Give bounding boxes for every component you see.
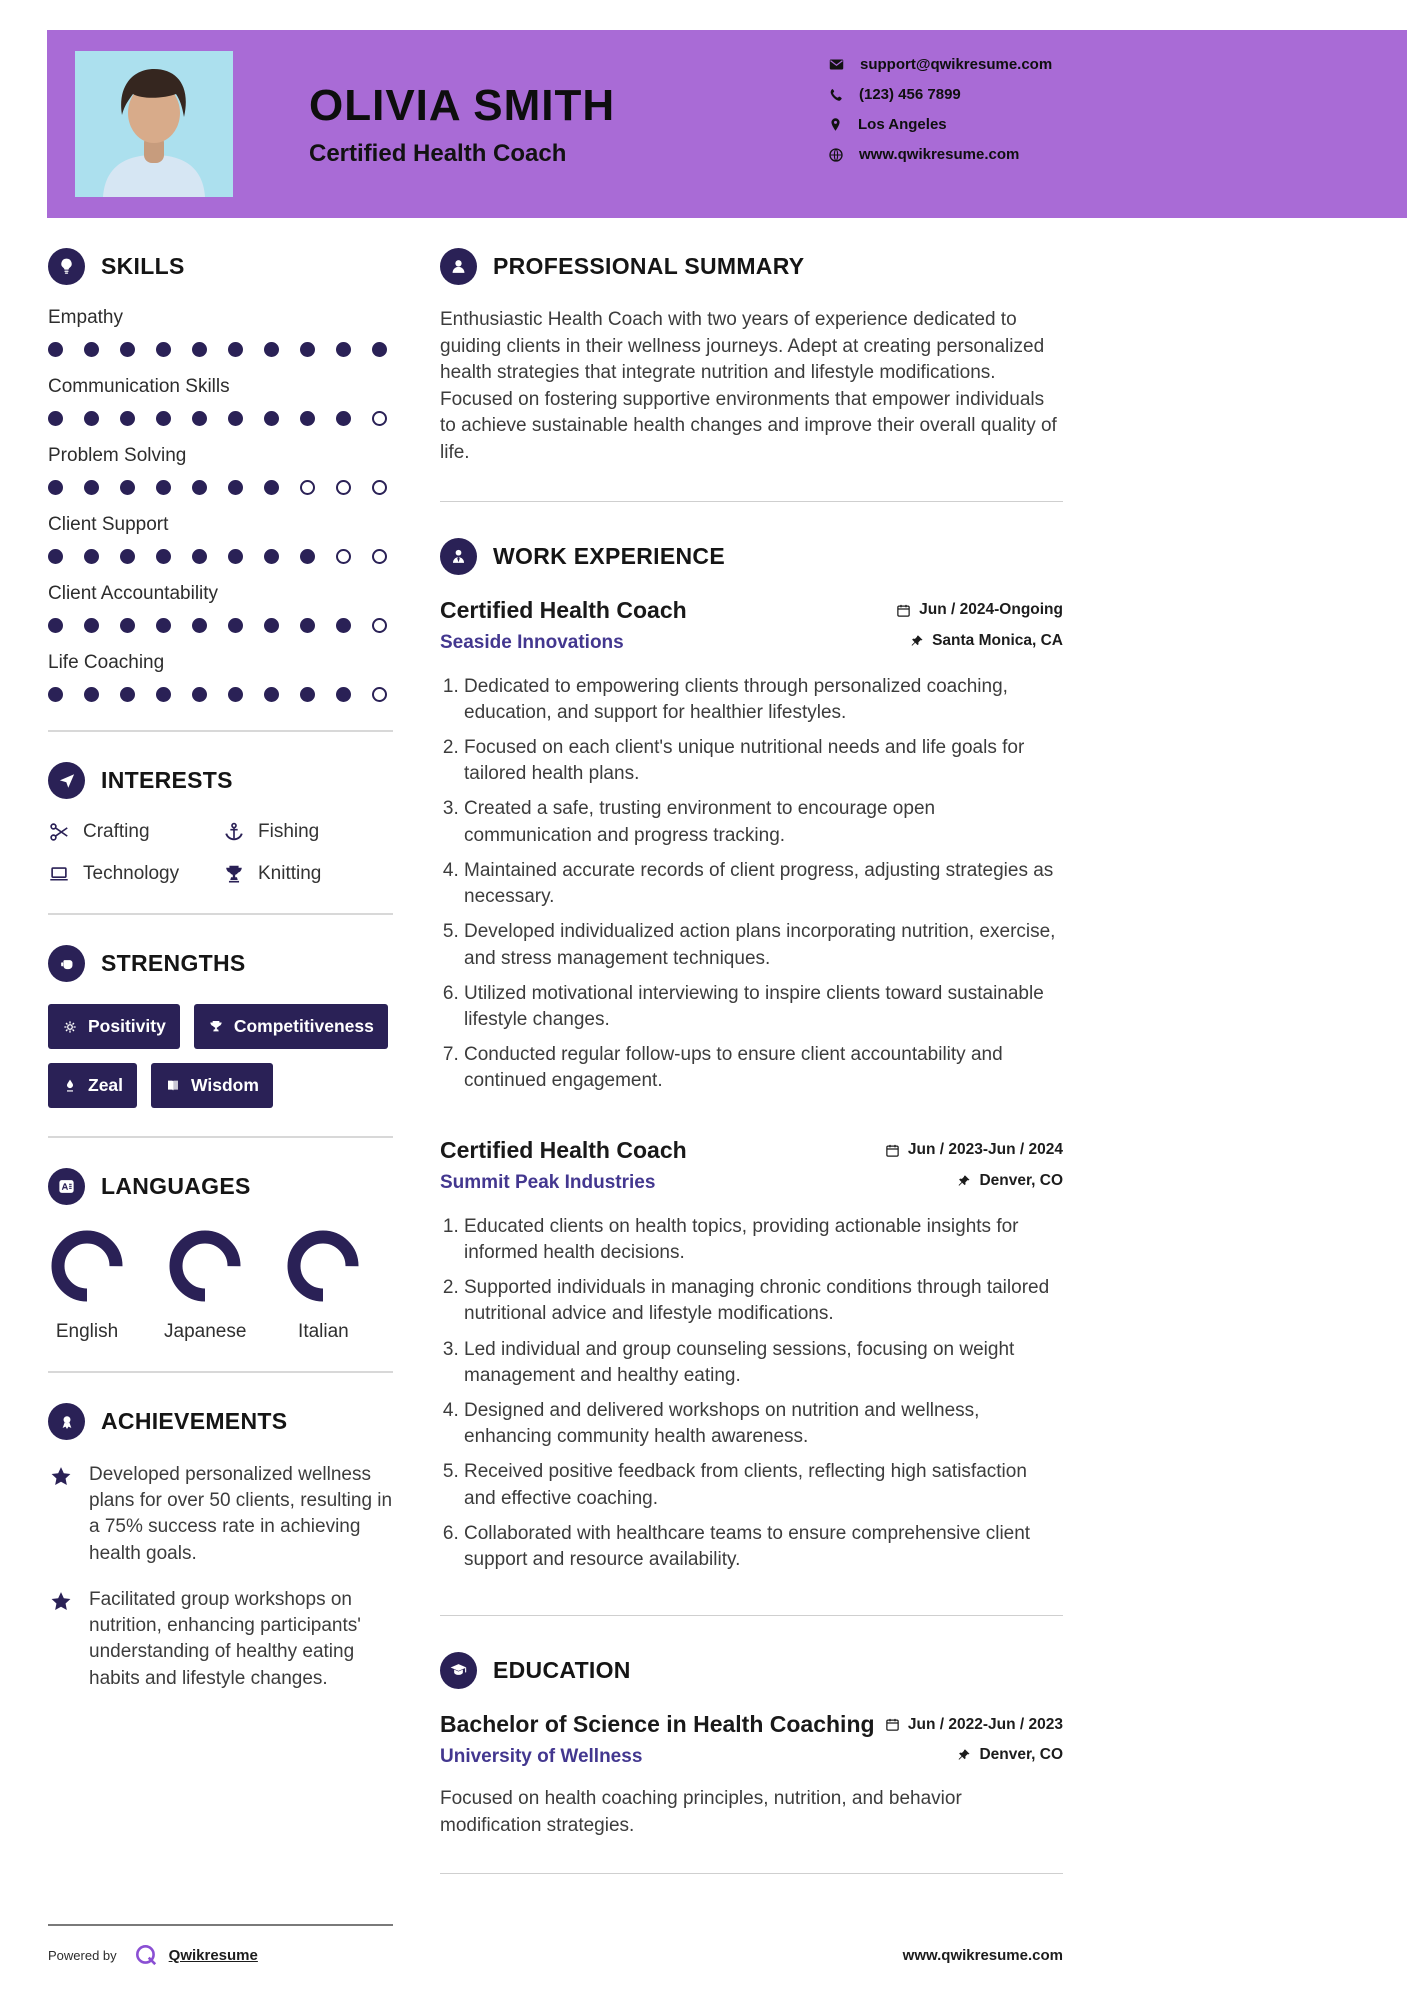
job-dates [885, 1141, 1063, 1159]
strength-label: Zeal [88, 1075, 124, 1095]
skill-rating [48, 480, 393, 495]
contact-website-text: www.qwikresume.com [859, 146, 1020, 163]
footer [48, 1942, 1063, 1968]
calendar-icon [885, 1717, 900, 1732]
gear-icon [62, 1019, 78, 1035]
languages-section [48, 1168, 393, 1343]
calendar-icon [885, 1143, 900, 1158]
skill-rating [48, 411, 393, 426]
strength-badge [48, 1004, 180, 1049]
divider [48, 1371, 393, 1373]
interest-label: Technology [83, 863, 180, 884]
job-location [957, 1172, 1063, 1190]
achievements-section [48, 1403, 393, 1692]
divider [440, 1873, 1063, 1874]
education-location [957, 1746, 1063, 1764]
job-location [910, 632, 1063, 650]
achievement-text: Developed personalized wellness plans for over 50 clients, resulting in a 75% success rate in achieving health goals. [89, 1464, 393, 1564]
business-person-icon [440, 538, 477, 575]
fist-icon [48, 945, 85, 982]
skill-rating [48, 342, 393, 357]
contact-website [828, 146, 1052, 163]
skill-item [48, 652, 393, 702]
trophy-icon [208, 1019, 224, 1035]
job-bullet: 1. Dedicated to empowering clients through personalized coaching, education, and support for healthier lifestyles. [464, 674, 1063, 726]
scissors-icon [48, 821, 70, 843]
pushpin-icon [910, 634, 924, 648]
graduation-cap-icon [440, 1652, 477, 1689]
interests-heading: INTERESTS [101, 767, 233, 793]
job-dates [896, 601, 1063, 619]
job-bullet: 6. Collaborated with healthcare teams to ensure comprehensive client support and resource availability. [464, 1521, 1063, 1573]
job-bullet: 5. Developed individualized action plans incorporating nutrition, exercise, and stress management techniques. [464, 919, 1063, 971]
job-bullets [440, 1214, 1063, 1574]
contact-phone-text: (123) 456 7899 [859, 86, 961, 103]
education-heading: EDUCATION [493, 1657, 631, 1684]
job-bullets [440, 674, 1063, 1095]
strength-label: Positivity [88, 1016, 166, 1036]
job-location-text: Santa Monica, CA [932, 631, 1063, 649]
skill-label: Client Support [48, 514, 169, 535]
anchor-icon [223, 821, 245, 843]
job-bullet: 5. Received positive feedback from clients, reflecting high satisfaction and effective coaching. [464, 1459, 1063, 1511]
job-bullet: 2. Supported individuals in managing chronic conditions through tailored nutritional advice and lifestyle modifications. [464, 1275, 1063, 1327]
qwikresume-logo-icon [133, 1942, 159, 1968]
skill-label: Problem Solving [48, 445, 187, 466]
interest-label: Crafting [83, 821, 150, 842]
achievement-item [48, 1462, 393, 1567]
skill-label: Client Accountability [48, 583, 219, 604]
skill-label: Empathy [48, 307, 123, 328]
language-ring [284, 1227, 362, 1305]
pushpin-icon [957, 1748, 971, 1762]
education-dates [885, 1716, 1063, 1734]
strength-badge [48, 1063, 137, 1108]
phone-icon [828, 87, 844, 103]
skill-item [48, 514, 393, 564]
job-location-text: Denver, CO [979, 1171, 1063, 1189]
job-title: Certified Health Coach [440, 596, 687, 623]
interests-section [48, 762, 393, 885]
language-item [48, 1227, 126, 1343]
job-dates-text: Jun / 2023-Jun / 2024 [907, 1141, 1063, 1159]
achievement-text: Facilitated group workshops on nutrition, enhancing participants' understanding of healthy eating habits and lifestyle changes. [89, 1588, 361, 1689]
education-description: Focused on health coaching principles, nutrition, and behavior modification strategies. [440, 1788, 962, 1836]
languages-heading: LANGUAGES [101, 1173, 251, 1199]
interest-item [48, 863, 223, 885]
star-icon [48, 1590, 74, 1616]
contact-email [828, 56, 1052, 73]
job-dates-text: Jun / 2024-Ongoing [919, 601, 1063, 619]
star-icon [48, 1465, 74, 1491]
interest-item [48, 821, 223, 843]
skill-rating [48, 618, 393, 633]
job-bullet: 2. Focused on each client's unique nutritional needs and life goals for tailored health plans. [464, 735, 1063, 787]
skills-section [48, 248, 393, 702]
strengths-heading: STRENGTHS [101, 950, 246, 976]
language-ring [48, 1227, 126, 1305]
contact-email-text: support@qwikresume.com [860, 56, 1053, 73]
paper-plane-icon [48, 762, 85, 799]
job-entry [440, 1137, 1063, 1574]
right-column [440, 248, 1063, 1910]
job-bullet: 3. Created a safe, trusting environment to encourage open communication and progress tracking. [464, 796, 1063, 848]
job-bullet: 4. Maintained accurate records of client progress, adjusting strategies as necessary. [464, 858, 1063, 910]
person-title: Certified Health Coach [309, 139, 567, 167]
interest-item [223, 863, 393, 885]
job-company: Summit Peak Industries [440, 1171, 656, 1193]
skill-rating [48, 549, 393, 564]
achievement-item [48, 1587, 393, 1692]
pushpin-icon [957, 1174, 971, 1188]
strength-label: Competitiveness [233, 1016, 374, 1036]
trophy-icon [223, 863, 245, 885]
language-label: English [55, 1321, 119, 1342]
achievements-heading: ACHIEVEMENTS [101, 1408, 288, 1434]
left-column [48, 248, 393, 1910]
email-icon [828, 56, 845, 73]
education-location-text: Denver, CO [979, 1746, 1063, 1764]
globe-icon [828, 147, 844, 163]
summary-text: Enthusiastic Health Coach with two years of experience dedicated to guiding clients in their wellness journeys. Adept at creating personalized health strategies that integrate nutrition and lifestyle modifications. Focused on fostering supportive environments that empower individuals to achieve sustainable health changes and improve their overall quality of life. [440, 309, 1057, 463]
translate-icon [48, 1168, 85, 1205]
education-section [440, 1652, 1063, 1839]
portrait-illustration [75, 51, 233, 197]
strength-label: Wisdom [191, 1075, 259, 1095]
profile-photo [75, 51, 233, 197]
strengths-section [48, 945, 393, 1108]
strength-badge [194, 1004, 388, 1049]
contact-block [828, 56, 1052, 163]
school-name: University of Wellness [440, 1746, 643, 1768]
skill-item [48, 307, 393, 357]
powered-by-label: Powered by [48, 1947, 117, 1963]
skill-item [48, 445, 393, 495]
job-bullet: 4. Designed and delivered workshops on nutrition and wellness, enhancing community health awareness. [464, 1398, 1063, 1450]
strength-badge [151, 1063, 273, 1108]
book-icon [165, 1078, 181, 1094]
job-entry [440, 597, 1063, 1095]
ink-pen-icon [62, 1078, 78, 1094]
divider [440, 1615, 1063, 1616]
divider [48, 730, 393, 732]
skill-label: Life Coaching [48, 652, 165, 673]
header-banner [47, 30, 1407, 218]
location-pin-icon [828, 116, 843, 133]
language-ring [166, 1227, 244, 1305]
skills-heading: SKILLS [101, 253, 185, 279]
footer-website[interactable]: www.qwikresume.com [902, 1946, 1063, 1964]
person-icon [440, 248, 477, 285]
job-bullet: 3. Led individual and group counseling sessions, focusing on weight management and healthy eating. [464, 1337, 1063, 1389]
summary-heading: PROFESSIONAL SUMMARY [493, 253, 805, 279]
divider [48, 1136, 393, 1138]
summary-section [440, 248, 1063, 467]
interest-label: Fishing [258, 821, 320, 842]
skill-label: Communication Skills [48, 376, 230, 397]
interest-item [223, 821, 393, 843]
degree-title: Bachelor of Science in Health Coaching [440, 1711, 875, 1738]
contact-location-text: Los Angeles [858, 116, 947, 133]
experience-section [440, 538, 1063, 1574]
divider [48, 913, 393, 915]
language-item [284, 1227, 362, 1343]
contact-phone [828, 86, 1052, 103]
contact-location [828, 116, 1052, 133]
language-item [164, 1227, 246, 1343]
job-bullet: 6. Utilized motivational interviewing to inspire clients toward sustainable lifestyle changes. [464, 981, 1063, 1033]
footer-divider [48, 1924, 393, 1926]
lightbulb-icon [48, 248, 85, 285]
job-bullet: 1. Educated clients on health topics, providing actionable insights for informed health decisions. [464, 1214, 1063, 1266]
job-title: Certified Health Coach [440, 1136, 687, 1163]
skill-item [48, 583, 393, 633]
medal-icon [48, 1403, 85, 1440]
qwikresume-link[interactable]: Qwikresume [168, 1946, 258, 1964]
education-dates-text: Jun / 2022-Jun / 2023 [907, 1715, 1063, 1733]
person-name: OLIVIA SMITH [309, 80, 616, 130]
divider [440, 501, 1063, 502]
skill-rating [48, 687, 393, 702]
job-bullet: 7. Conducted regular follow-ups to ensure client accountability and continued engagement. [464, 1042, 1063, 1094]
experience-heading: WORK EXPERIENCE [493, 542, 725, 569]
language-label: Italian [298, 1321, 349, 1342]
calendar-icon [896, 603, 911, 618]
laptop-icon [48, 863, 70, 885]
skill-item [48, 376, 393, 426]
language-label: Japanese [164, 1321, 247, 1342]
job-company: Seaside Innovations [440, 631, 624, 653]
interest-label: Knitting [258, 863, 322, 884]
